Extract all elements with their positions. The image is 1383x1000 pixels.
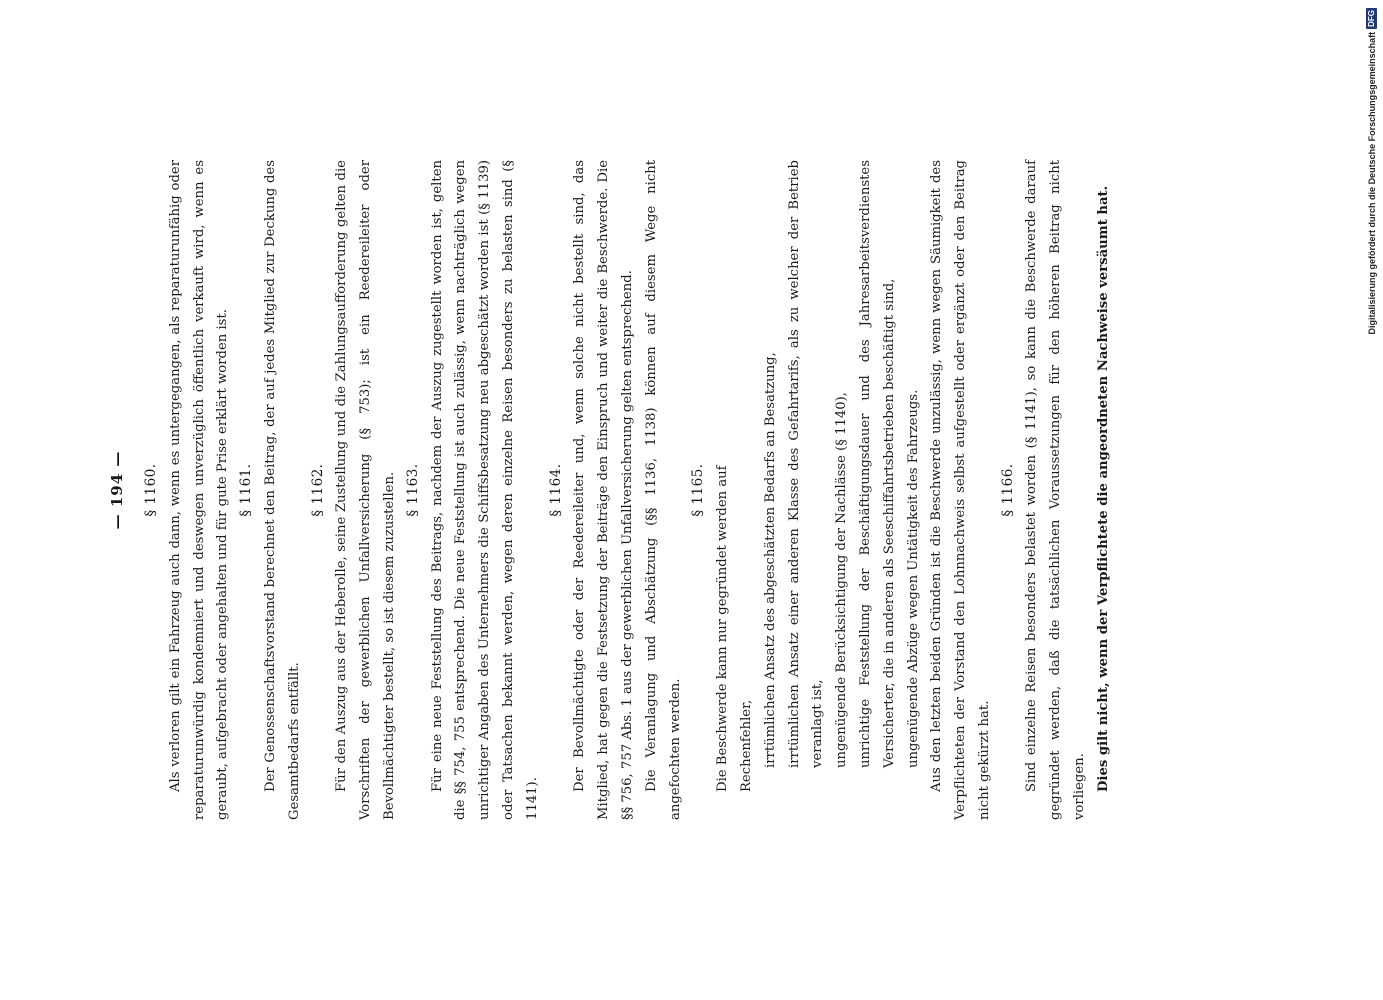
list-item: unrichtige Feststellung der Beschäftigungsdauer und des Jahresarbeitsverdienstes Versicherter, die in anderen als Seeschiffahrtsbetrieben beschäftigt sind, [857, 160, 897, 768]
section-heading: § 1164. [547, 463, 564, 517]
section-heading: § 1161. [238, 463, 255, 517]
section-paragraph: Für den Auszug aus der Heberolle, seine Zustellung und die Zahlungsaufforderung gelten die Vorschriften der gewerblichen Unfallversicherung (§ 753); ist ein Reedereileiter oder Bevollmächtigter bestellt, so ist diesem zuzustellen. [334, 160, 397, 820]
section-heading: § 1163. [404, 463, 421, 517]
section-paragraph: Der Genossenschaftsvorstand berechnet den Beitrag, der auf jedes Mitglied zur Deckung des Gesamtbedarfs entfällt. [262, 160, 302, 820]
list-item: ungenügende Berücksichtigung der Nachlässe (§ 1140), [834, 392, 850, 768]
document-body [140, 160, 1116, 820]
section-paragraph: Die Veranlagung und Abschätzung (§§ 1136, 1138) können auf diesem Wege nicht angefochten werden. [643, 160, 683, 820]
section-paragraph: Dies gilt nicht, wenn der Verpflichtete die angeordneten Nachweise versäumt hat. [1095, 185, 1111, 792]
section-heading: § 1166. [999, 463, 1016, 517]
list-item: irrtümlichen Ansatz einer anderen Klasse des Gefahrtarifs, als zu welcher der Betrieb veranlagt ist, [786, 160, 826, 768]
digitization-note [1366, 8, 1380, 388]
section-heading: § 1165. [690, 463, 707, 517]
list-item: Rechenfehler, [738, 699, 754, 792]
list-item: irrtümlichen Ansatz des abgeschätzten Bedarfs an Besatzung, [762, 352, 778, 768]
page-number-header: — 194 — [108, 450, 126, 530]
section-heading: § 1162. [309, 463, 326, 517]
page-content [108, 160, 1200, 820]
section-paragraph: Sind einzelne Reisen besonders belastet worden (§ 1141), so kann die Beschwerde darauf gegründet werden, daß die tatsächlichen Voraussetzungen für den höheren Beitrag nicht vorliegen. [1024, 160, 1088, 820]
section-paragraph: Aus den letzten beiden Gründen ist die Beschwerde unzulässig, wenn wegen Säumigkeit des Verpflichteten der Vorstand den Lohnnachweis selbst aufgestellt oder ergänzt oder den Beitrag nicht gekürzt hat. [929, 160, 992, 820]
section-paragraph: Der Bevollmächtigte oder der Reedereileiter und, wenn solche nicht bestellt sind, das Mitglied, hat gegen die Festsetzung der Beiträge den Einspruch und weiter die Beschwerde. Die §§ 756, 757 Abs. 1 aus der gewerblichen Unfallversicherung gelten entsprechend. [572, 160, 635, 820]
section-paragraph: Für eine neue Feststellung des Beitrags, nachdem der Auszug zugestellt worden ist, gelten die §§ 754, 755 entsprechend. Die neue Feststellung ist auch zulässig, wenn nachträglich wegen unrichtiger Angaben des Unternehmers die Schiffsbesatzung neu abgeschätzt worden ist (§ 1139) oder Tatsachen bekannt werden, wegen deren einzelne Reisen besonders zu belasten sind (§ 1141). [429, 160, 540, 820]
rotated-page [108, 0, 1200, 820]
digitization-note-text: Digitalisierung gefördert durch die Deutsche Forschungsgemeinschaft [1366, 31, 1377, 335]
section-paragraph: Als verloren gilt ein Fahrzeug auch dann, wenn es untergegangen, als reparaturunfähig oder reparaturunwürdig kondemniert und deswegen unverzüglich öffentlich verkauft wird, wenn es geraubt, aufgebracht oder angehalten und für gute Prise erklärt worden ist. [167, 160, 231, 820]
dfg-logo: DFG [1367, 10, 1376, 27]
section-intro: Die Beschwerde kann nur gegründet werden auf [715, 465, 731, 792]
list-item: ungenügende Abzüge wegen Untätigkeit des Fahrzeugs. [905, 389, 921, 768]
digitization-note-text-wrapper [1366, 8, 1377, 388]
section-heading: § 1160. [143, 463, 159, 517]
